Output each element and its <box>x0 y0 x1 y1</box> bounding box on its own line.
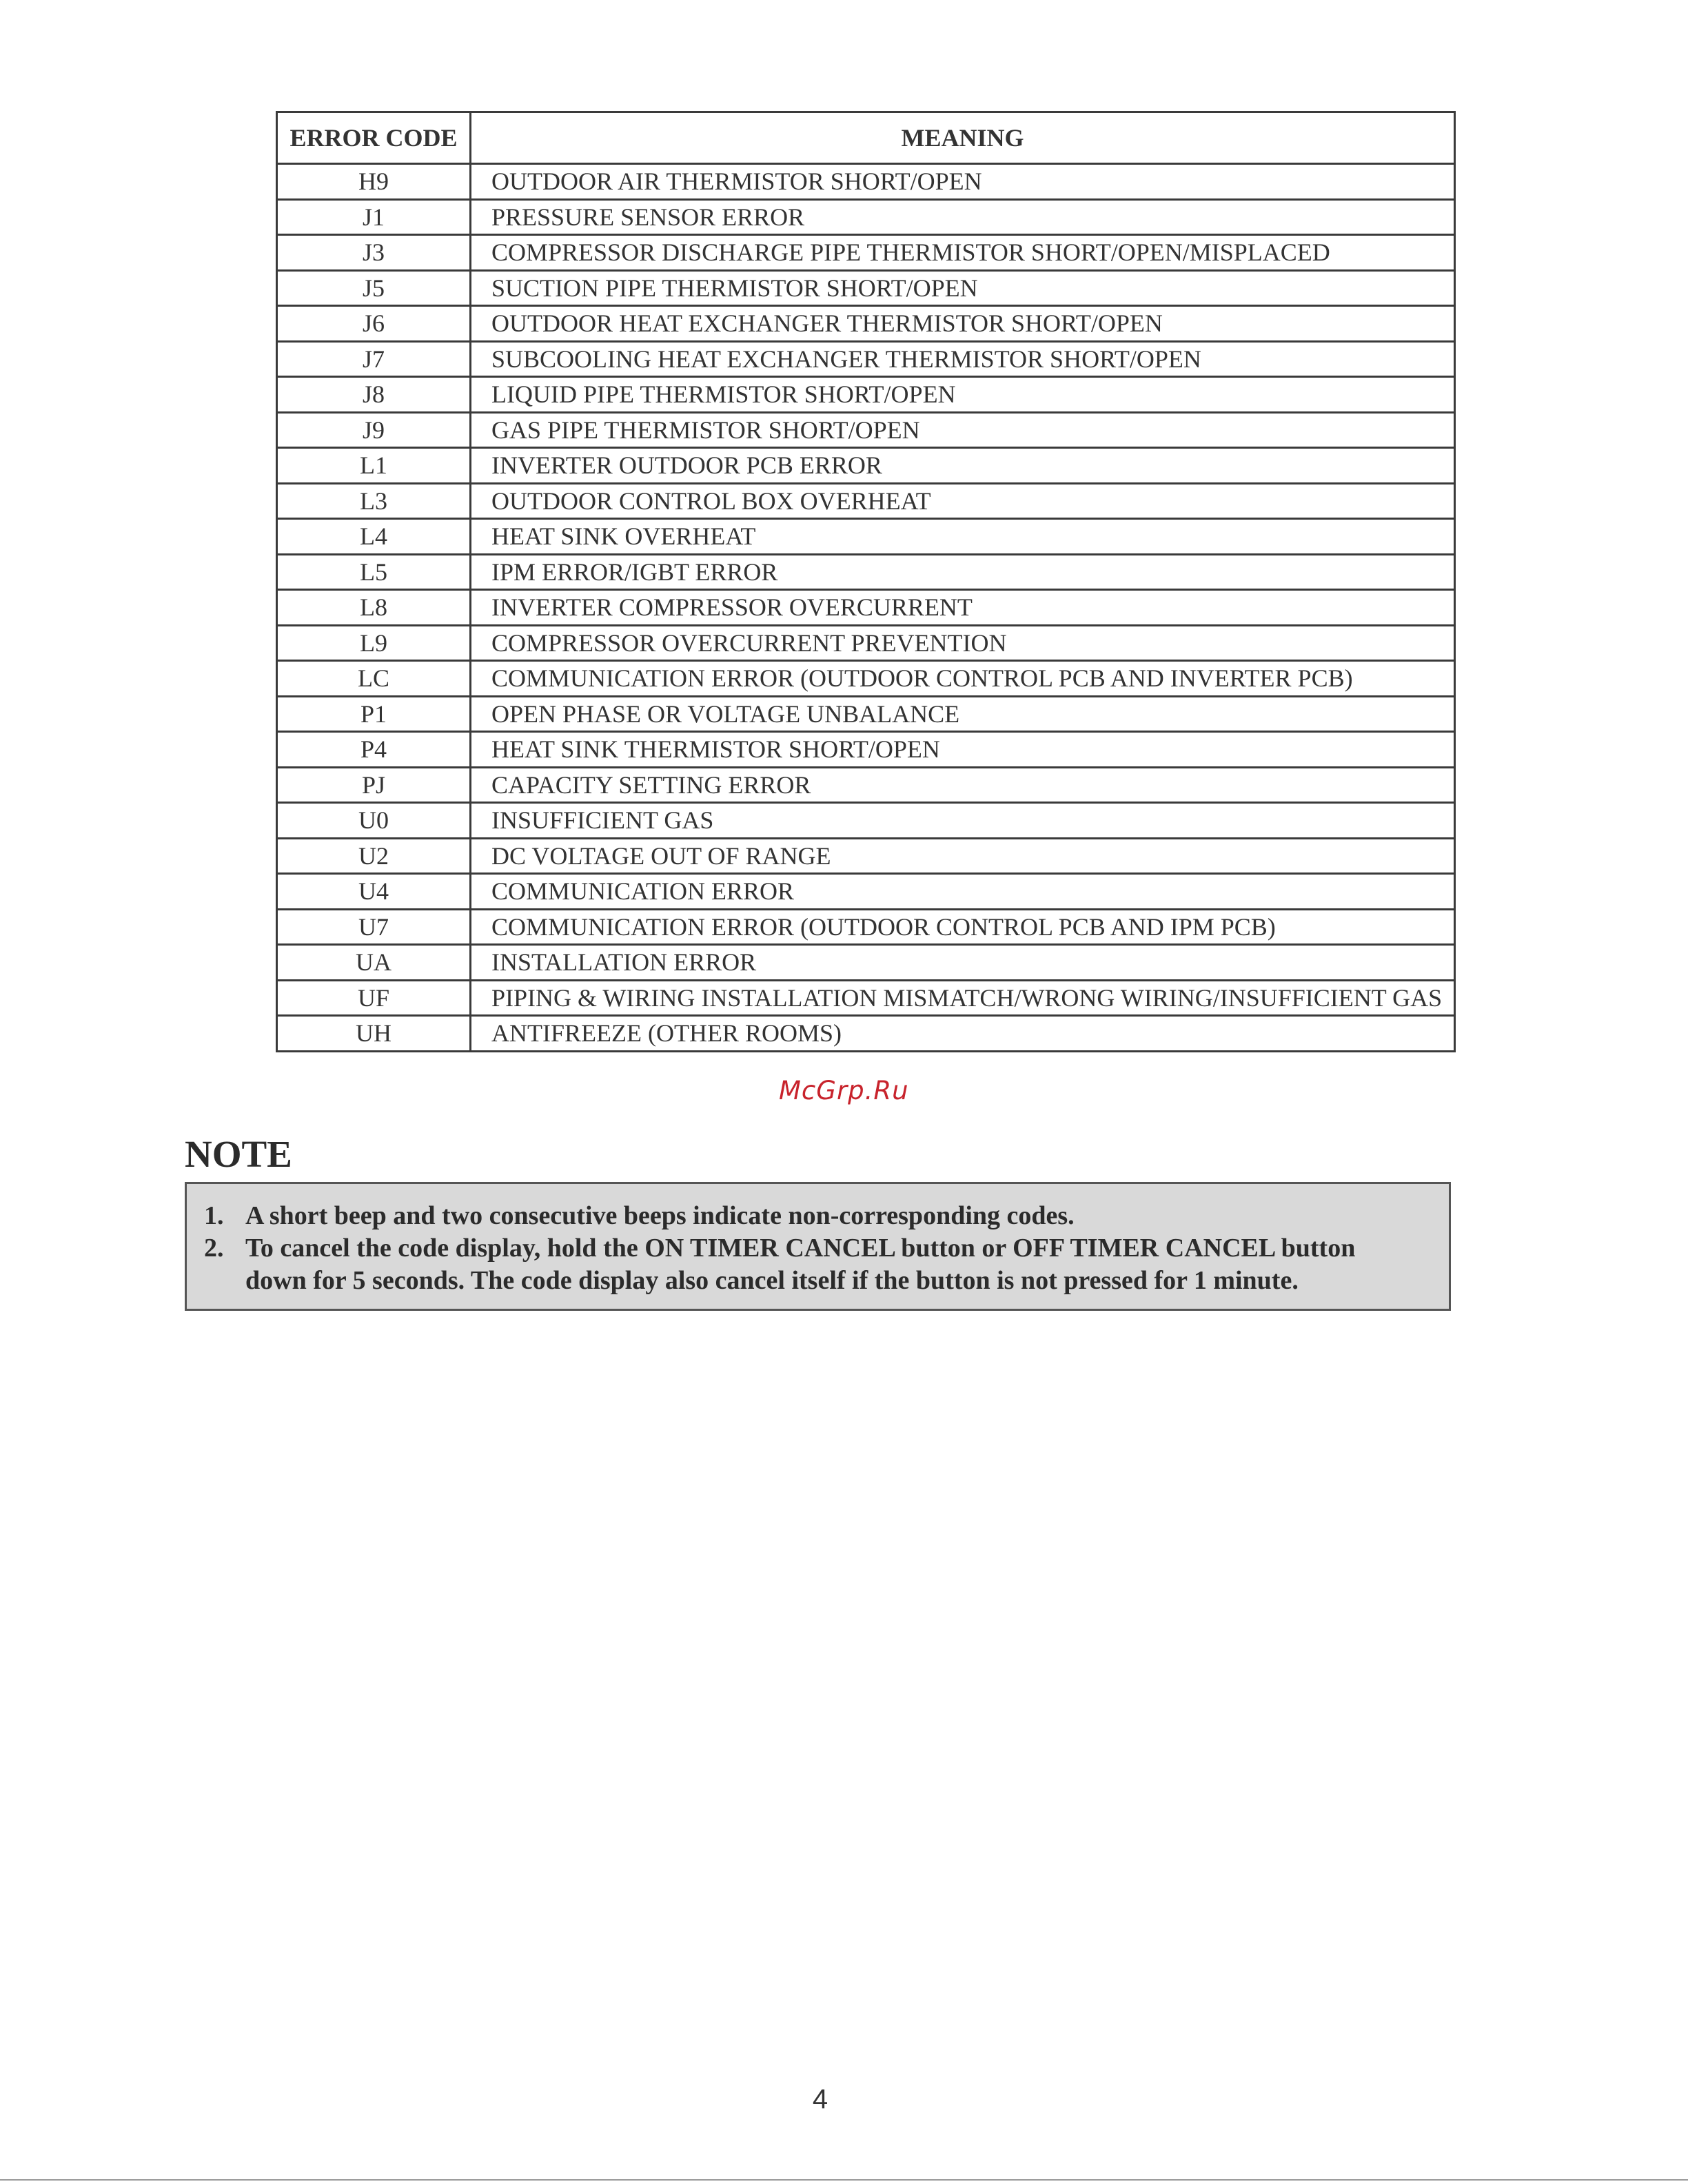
meaning-cell: HEAT SINK OVERHEAT <box>471 519 1455 555</box>
meaning-cell: COMMUNICATION ERROR <box>471 874 1455 910</box>
note-heading: NOTE <box>185 1133 292 1175</box>
table-body <box>277 164 1455 1052</box>
table-header-row <box>277 112 1455 164</box>
table-row <box>277 412 1455 448</box>
table-row <box>277 732 1455 768</box>
meaning-cell: OUTDOOR AIR THERMISTOR SHORT/OPEN <box>471 164 1455 200</box>
note-item-number: 2. <box>204 1234 224 1263</box>
error-code-cell: UH <box>277 1016 471 1052</box>
meaning-cell: PIPING & WIRING INSTALLATION MISMATCH/WRONG WIRING/INSUFFICIENT GAS <box>471 980 1455 1016</box>
meaning-cell: COMPRESSOR OVERCURRENT PREVENTION <box>471 625 1455 661</box>
table-row <box>277 448 1455 484</box>
table-row <box>277 767 1455 803</box>
bottom-rule <box>0 2179 1688 2181</box>
meaning-cell: COMPRESSOR DISCHARGE PIPE THERMISTOR SHORT/OPEN/MISPLACED <box>471 235 1455 271</box>
watermark: McGrp.Ru <box>779 1076 909 1105</box>
table-row <box>277 483 1455 519</box>
table-row <box>277 377 1455 413</box>
meaning-cell: INSTALLATION ERROR <box>471 945 1455 981</box>
error-code-cell: J3 <box>277 235 471 271</box>
error-code-cell: L5 <box>277 554 471 590</box>
error-code-cell: P4 <box>277 732 471 768</box>
meaning-cell: LIQUID PIPE THERMISTOR SHORT/OPEN <box>471 377 1455 413</box>
table-row <box>277 235 1455 271</box>
error-code-cell: LC <box>277 661 471 697</box>
error-code-cell: PJ <box>277 767 471 803</box>
meaning-cell: OUTDOOR CONTROL BOX OVERHEAT <box>471 483 1455 519</box>
table-row <box>277 1016 1455 1052</box>
meaning-cell: IPM ERROR/IGBT ERROR <box>471 554 1455 590</box>
error-code-cell: L9 <box>277 625 471 661</box>
error-code-cell: L3 <box>277 483 471 519</box>
table-row <box>277 270 1455 306</box>
table-row <box>277 625 1455 661</box>
column-header-error-code: ERROR CODE <box>277 112 471 164</box>
table-row <box>277 199 1455 235</box>
meaning-cell: INSUFFICIENT GAS <box>471 803 1455 839</box>
table-row <box>277 306 1455 342</box>
table-row <box>277 945 1455 981</box>
error-code-cell: L4 <box>277 519 471 555</box>
table-row <box>277 874 1455 910</box>
meaning-cell: HEAT SINK THERMISTOR SHORT/OPEN <box>471 732 1455 768</box>
meaning-cell: OUTDOOR HEAT EXCHANGER THERMISTOR SHORT/OPEN <box>471 306 1455 342</box>
table-row <box>277 661 1455 697</box>
table-row <box>277 519 1455 555</box>
meaning-cell: SUBCOOLING HEAT EXCHANGER THERMISTOR SHORT/OPEN <box>471 341 1455 377</box>
column-header-meaning: MEANING <box>471 112 1455 164</box>
note-item-number: 1. <box>204 1201 224 1230</box>
table-row <box>277 803 1455 839</box>
error-code-cell: U4 <box>277 874 471 910</box>
note-item-text: A short beep and two consecutive beeps indicate non-corresponding codes. <box>245 1201 1075 1230</box>
error-code-cell: UF <box>277 980 471 1016</box>
error-code-cell: J9 <box>277 412 471 448</box>
table-row <box>277 341 1455 377</box>
meaning-cell: ANTIFREEZE (OTHER ROOMS) <box>471 1016 1455 1052</box>
note-item-text: down for 5 seconds. The code display also cancel itself if the button is not pressed for 1 minute. <box>245 1266 1299 1295</box>
meaning-cell: SUCTION PIPE THERMISTOR SHORT/OPEN <box>471 270 1455 306</box>
note-box <box>185 1182 1451 1311</box>
error-code-cell: U2 <box>277 838 471 874</box>
meaning-cell: GAS PIPE THERMISTOR SHORT/OPEN <box>471 412 1455 448</box>
table-row <box>277 980 1455 1016</box>
table-row <box>277 838 1455 874</box>
table-row <box>277 554 1455 590</box>
meaning-cell: CAPACITY SETTING ERROR <box>471 767 1455 803</box>
table-row <box>277 909 1455 945</box>
error-code-table <box>276 111 1456 1052</box>
error-code-cell: P1 <box>277 696 471 732</box>
error-code-cell: U7 <box>277 909 471 945</box>
error-code-cell: J1 <box>277 199 471 235</box>
table-row <box>277 164 1455 200</box>
note-item-text: To cancel the code display, hold the ON TIMER CANCEL button or OFF TIMER CANCEL button <box>245 1234 1356 1263</box>
error-code-cell: J5 <box>277 270 471 306</box>
meaning-cell: COMMUNICATION ERROR (OUTDOOR CONTROL PCB AND IPM PCB) <box>471 909 1455 945</box>
meaning-cell: DC VOLTAGE OUT OF RANGE <box>471 838 1455 874</box>
table-row <box>277 696 1455 732</box>
error-code-cell: J7 <box>277 341 471 377</box>
meaning-cell: OPEN PHASE OR VOLTAGE UNBALANCE <box>471 696 1455 732</box>
error-code-cell: L8 <box>277 590 471 626</box>
meaning-cell: INVERTER OUTDOOR PCB ERROR <box>471 448 1455 484</box>
meaning-cell: COMMUNICATION ERROR (OUTDOOR CONTROL PCB AND INVERTER PCB) <box>471 661 1455 697</box>
meaning-cell: PRESSURE SENSOR ERROR <box>471 199 1455 235</box>
page-number: 4 <box>812 2084 828 2114</box>
error-code-cell: UA <box>277 945 471 981</box>
error-code-cell: U0 <box>277 803 471 839</box>
error-code-cell: H9 <box>277 164 471 200</box>
error-code-cell: J6 <box>277 306 471 342</box>
error-code-cell: L1 <box>277 448 471 484</box>
table-row <box>277 590 1455 626</box>
error-code-cell: J8 <box>277 377 471 413</box>
meaning-cell: INVERTER COMPRESSOR OVERCURRENT <box>471 590 1455 626</box>
